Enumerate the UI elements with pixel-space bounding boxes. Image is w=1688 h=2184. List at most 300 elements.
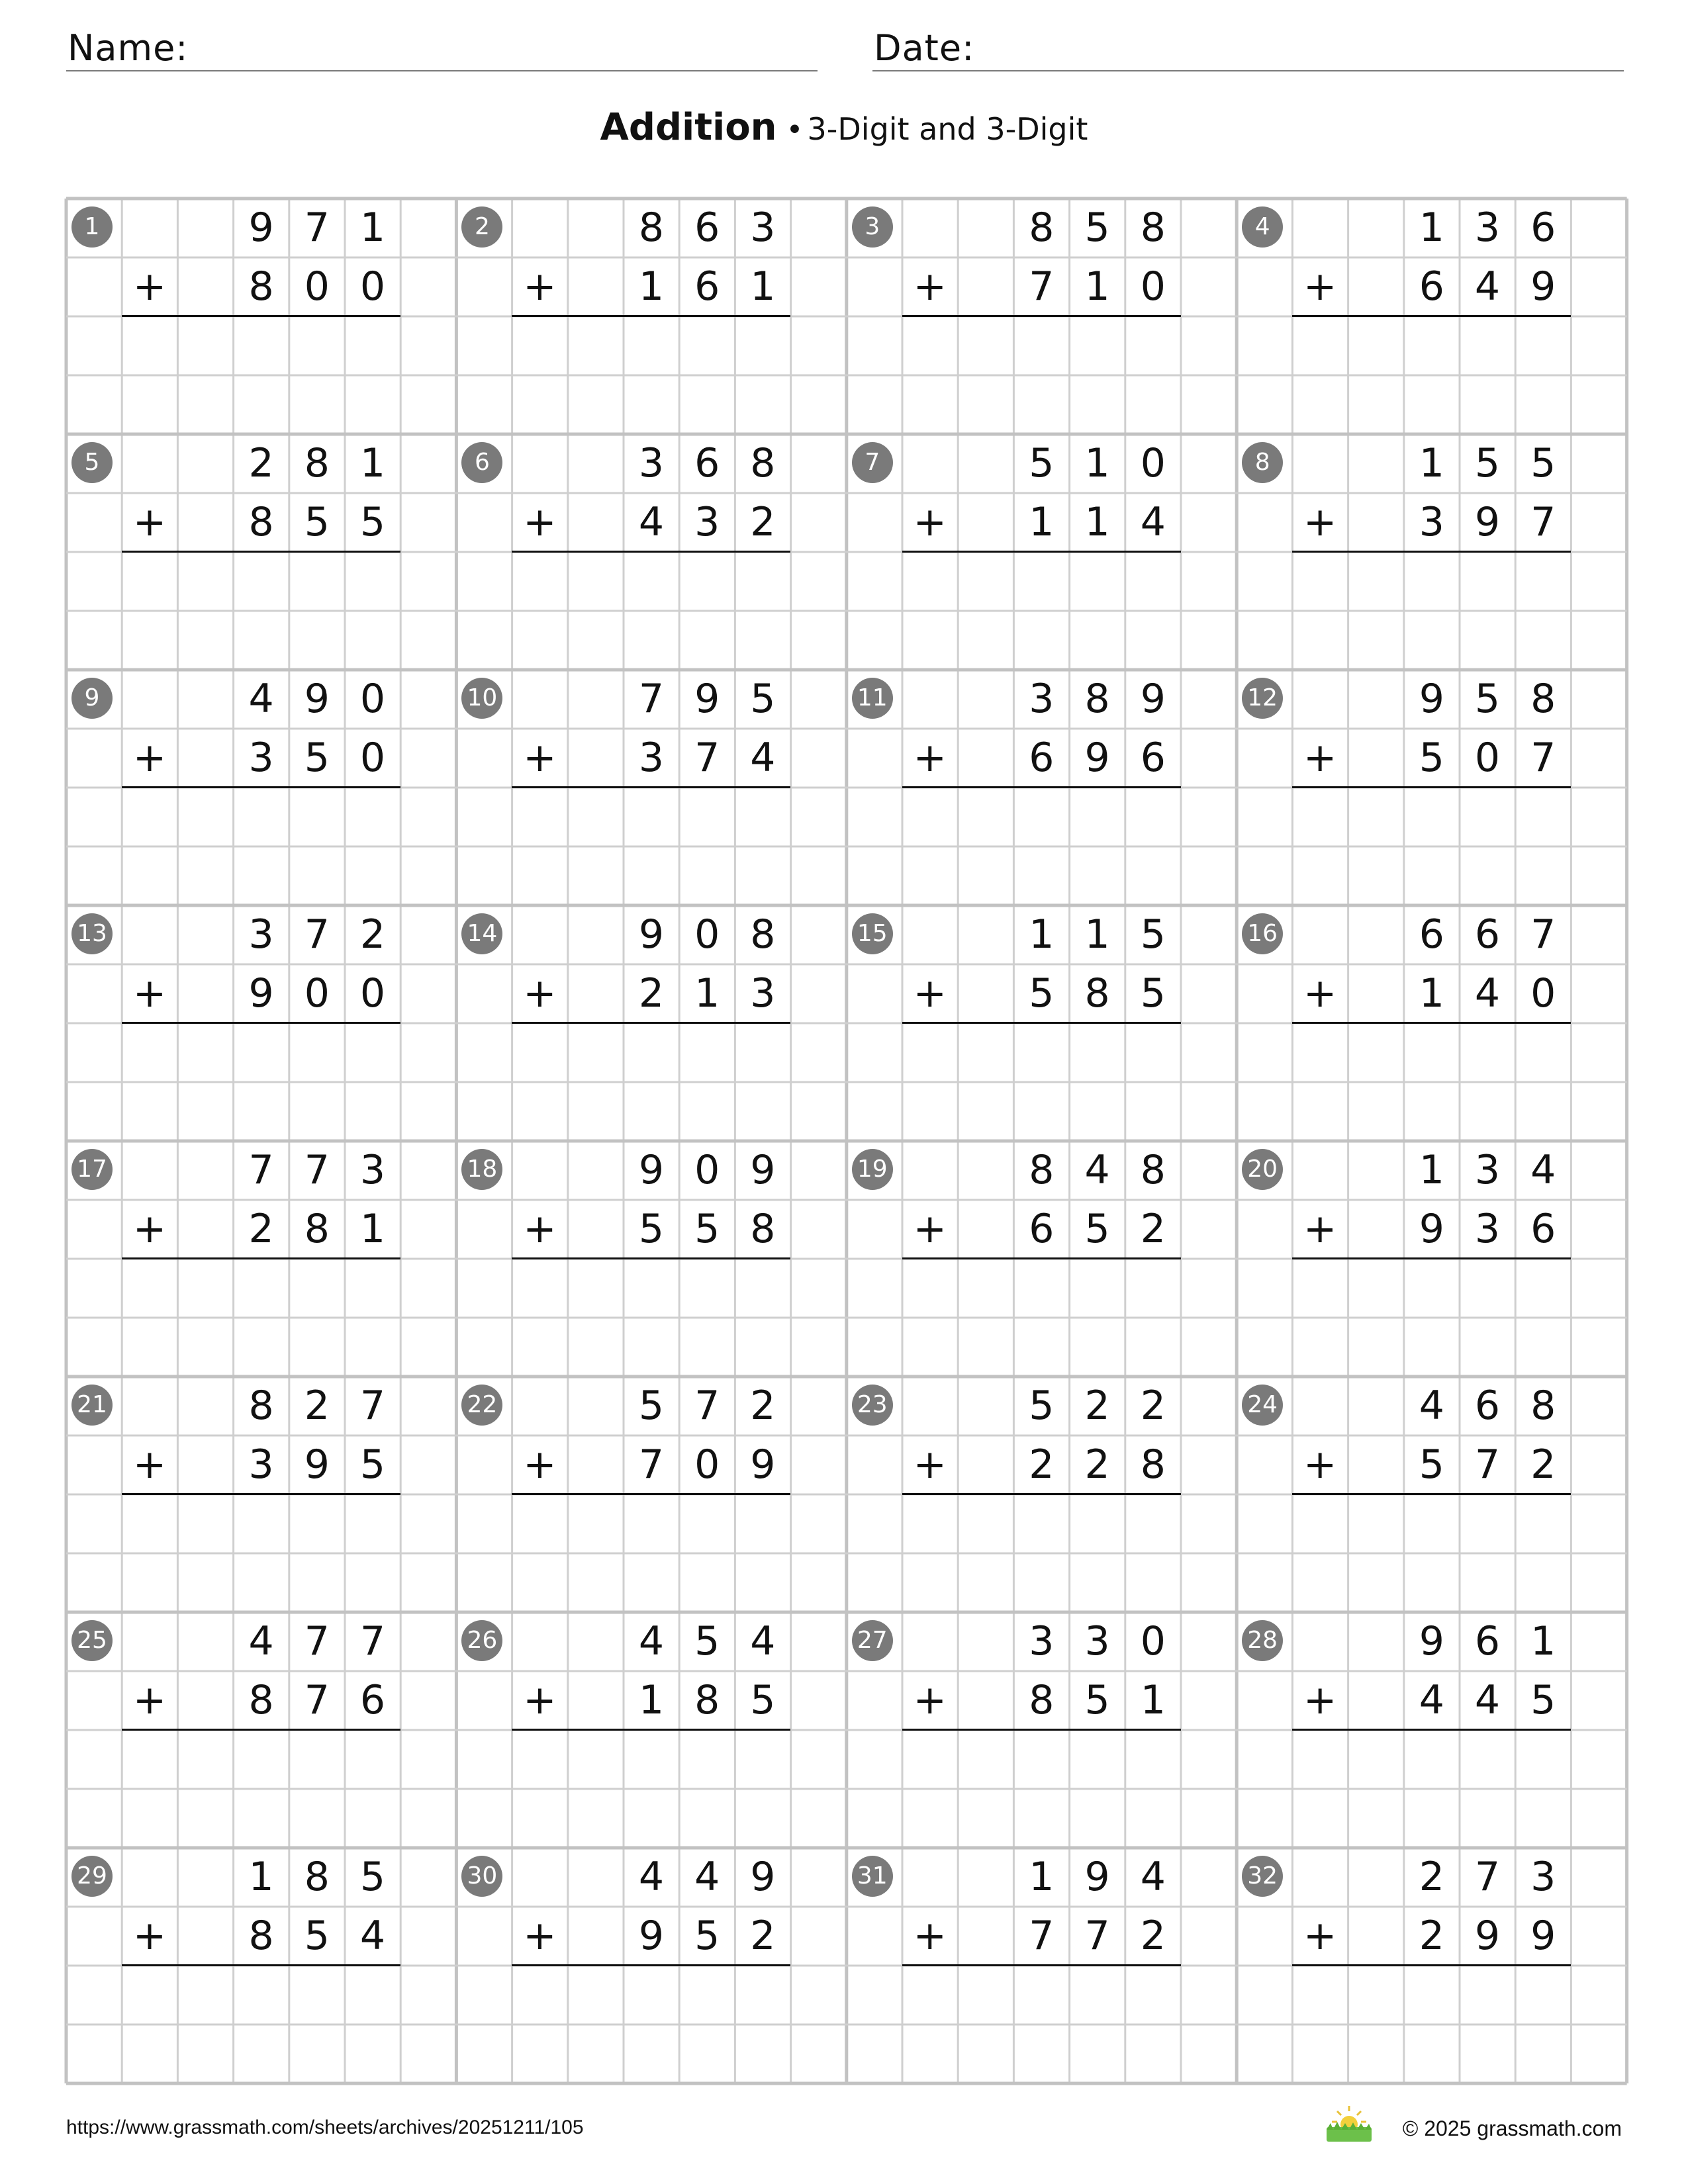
plus-sign: + [913,1913,947,1959]
date-label: Date: [874,27,975,69]
addition-problem [66,1141,455,1377]
addend-bottom-digit: 0 [1530,970,1556,1017]
addend-top-digit: 8 [1140,1147,1166,1193]
problem-number-badge: 30 [461,1856,502,1897]
addend-bottom-digit: 0 [359,263,386,310]
addend-bottom-digit: 4 [1419,1677,1444,1723]
addend-top-digit: 8 [1530,1383,1556,1429]
sum-line [902,1257,1181,1259]
addition-problem [456,1141,845,1377]
addition-problem [1237,199,1626,434]
addition-problem [66,1848,455,2083]
problem-number-badge: 13 [71,913,113,954]
addend-top-digit: 1 [1419,1147,1444,1193]
addend-top-digit: 9 [750,1854,776,1900]
addend-top-digit: 1 [1084,440,1110,486]
plus-sign: + [913,263,947,310]
addend-bottom-digit: 3 [750,970,776,1017]
addend-top-digit: 5 [1029,1383,1055,1429]
addend-top-digit: 8 [1029,1147,1055,1193]
plus-sign: + [1303,499,1337,545]
addend-top-digit: 5 [1084,205,1110,251]
addition-problem [66,670,455,905]
addend-top-digit: 1 [248,1854,274,1900]
addend-top-digit: 8 [304,1854,330,1900]
addition-problem [66,199,455,434]
addend-bottom-digit: 5 [1419,735,1444,781]
addend-top-digit: 5 [750,676,776,722]
problem-number-badge: 26 [461,1620,502,1661]
addend-top-digit: 0 [694,1147,720,1193]
addend-top-digit: 7 [694,1383,720,1429]
sum-line [122,1964,400,1966]
addend-bottom-digit: 9 [304,1441,330,1488]
addend-top-digit: 1 [1029,1854,1055,1900]
sum-line [512,1964,790,1966]
addend-top-digit: 0 [1140,440,1166,486]
addend-top-digit: 9 [1140,676,1166,722]
addition-problem [1237,434,1626,670]
addition-problem [456,1377,845,1612]
title-main: Addition [600,106,777,149]
addend-bottom-digit: 0 [304,970,330,1017]
addend-bottom-digit: 4 [1474,1677,1501,1723]
problem-number-badge: 2 [461,206,502,248]
plus-sign: + [132,970,167,1017]
sum-line [1292,1493,1571,1495]
sum-line [1292,786,1571,788]
addend-bottom-digit: 9 [638,1913,665,1959]
problem-number-badge: 1 [71,206,113,248]
addend-top-digit: 8 [750,911,776,958]
addend-bottom-digit: 4 [1474,970,1501,1017]
problem-number-badge: 3 [852,206,893,248]
addition-problem [456,1612,845,1848]
addend-top-digit: 7 [359,1383,386,1429]
addend-top-digit: 3 [1084,1618,1110,1664]
plus-sign: + [132,499,167,545]
addend-top-digit: 3 [750,205,776,251]
addend-top-digit: 4 [248,676,274,722]
sum-line [512,551,790,553]
addend-top-digit: 5 [1474,440,1501,486]
addend-bottom-digit: 8 [694,1677,720,1723]
addend-top-digit: 4 [1140,1854,1166,1900]
addend-bottom-digit: 5 [638,1206,665,1252]
addend-top-digit: 8 [1084,676,1110,722]
addend-bottom-digit: 9 [1530,263,1556,310]
addend-top-digit: 8 [304,440,330,486]
addend-bottom-digit: 8 [750,1206,776,1252]
addend-bottom-digit: 6 [1140,735,1166,781]
addend-top-digit: 7 [1530,911,1556,958]
addend-bottom-digit: 8 [248,1913,274,1959]
addend-bottom-digit: 0 [304,263,330,310]
problem-number-badge: 16 [1242,913,1283,954]
addend-top-digit: 1 [1084,911,1110,958]
sum-line [512,315,790,317]
addend-top-digit: 4 [638,1618,665,1664]
problem-number-badge: 17 [71,1149,113,1190]
addend-bottom-digit: 9 [1474,499,1501,545]
plus-sign: + [523,970,557,1017]
addend-bottom-digit: 7 [1530,499,1556,545]
problem-number-badge: 20 [1242,1149,1283,1190]
addend-top-digit: 5 [694,1618,720,1664]
plus-sign: + [132,1913,167,1959]
sum-line [1292,315,1571,317]
addend-top-digit: 1 [1419,205,1444,251]
addend-top-digit: 0 [359,676,386,722]
addition-problem [456,1848,845,2083]
addend-bottom-digit: 0 [359,735,386,781]
addend-bottom-digit: 0 [1140,263,1166,310]
addend-top-digit: 3 [248,911,274,958]
sum-line [122,786,400,788]
sum-line [902,1729,1181,1731]
addend-bottom-digit: 2 [1530,1441,1556,1488]
addend-top-digit: 6 [1474,911,1501,958]
sum-line [1292,1729,1571,1731]
addend-top-digit: 7 [304,1147,330,1193]
addend-bottom-digit: 4 [638,499,665,545]
addend-bottom-digit: 1 [1419,970,1444,1017]
problem-number-badge: 29 [71,1856,113,1897]
addition-problem [847,1612,1236,1848]
addend-top-digit: 2 [304,1383,330,1429]
sum-line [902,315,1181,317]
addend-top-digit: 2 [1419,1854,1444,1900]
addend-bottom-digit: 4 [1474,263,1501,310]
sun-over-grass-icon [1324,2103,1374,2143]
addend-top-digit: 2 [248,440,274,486]
addend-bottom-digit: 3 [1419,499,1444,545]
addend-top-digit: 6 [1530,205,1556,251]
addend-bottom-digit: 1 [1084,499,1110,545]
plus-sign: + [913,1441,947,1488]
addend-bottom-digit: 6 [1419,263,1444,310]
addend-top-digit: 4 [1530,1147,1556,1193]
plus-sign: + [913,1206,947,1252]
addend-bottom-digit: 5 [694,1206,720,1252]
sum-line [902,1493,1181,1495]
problem-number-badge: 28 [1242,1620,1283,1661]
plus-sign: + [1303,735,1337,781]
problem-number-badge: 11 [852,678,893,719]
sum-line [1292,1964,1571,1966]
addend-bottom-digit: 1 [694,970,720,1017]
addition-problem [456,434,845,670]
sum-line [122,315,400,317]
problem-number-badge: 31 [852,1856,893,1897]
addition-problem [847,199,1236,434]
addend-bottom-digit: 2 [1140,1206,1166,1252]
addend-bottom-digit: 3 [248,1441,274,1488]
addend-top-digit: 8 [750,440,776,486]
sum-line [902,1964,1181,1966]
plus-sign: + [132,263,167,310]
addend-top-digit: 9 [1419,1618,1444,1664]
addition-problem [1237,905,1626,1141]
addend-top-digit: 6 [694,440,720,486]
addend-bottom-digit: 5 [1140,970,1166,1017]
addend-top-digit: 8 [638,205,665,251]
footer-url: https://www.grassmath.com/sheets/archives/20251211/105 [66,2116,584,2138]
sum-line [122,1493,400,1495]
addend-bottom-digit: 8 [248,499,274,545]
problem-number-badge: 4 [1242,206,1283,248]
addend-top-digit: 1 [1029,911,1055,958]
addition-problem [66,1612,455,1848]
addend-top-digit: 2 [359,911,386,958]
problem-number-badge: 5 [71,442,113,483]
plus-sign: + [1303,263,1337,310]
addend-bottom-digit: 0 [694,1441,720,1488]
plus-sign: + [523,499,557,545]
sum-line [1292,551,1571,553]
addend-bottom-digit: 2 [1140,1913,1166,1959]
addition-problem [1237,1612,1626,1848]
addend-bottom-digit: 1 [638,1677,665,1723]
addend-top-digit: 9 [638,1147,665,1193]
addend-bottom-digit: 4 [750,735,776,781]
addend-bottom-digit: 9 [248,970,274,1017]
addend-bottom-digit: 7 [694,735,720,781]
plus-sign: + [1303,970,1337,1017]
addition-problem [847,1141,1236,1377]
addend-top-digit: 7 [304,1618,330,1664]
problem-number-badge: 8 [1242,442,1283,483]
sum-line [512,786,790,788]
addend-top-digit: 5 [1140,911,1166,958]
addition-problem [456,670,845,905]
addend-top-digit: 7 [359,1618,386,1664]
addition-problem [1237,1848,1626,2083]
problem-number-badge: 7 [852,442,893,483]
plus-sign: + [523,263,557,310]
addend-bottom-digit: 5 [304,1913,330,1959]
plus-sign: + [523,1677,557,1723]
addend-bottom-digit: 8 [248,263,274,310]
addend-bottom-digit: 2 [1029,1441,1055,1488]
addend-bottom-digit: 5 [304,499,330,545]
addition-problem [66,905,455,1141]
problem-number-badge: 18 [461,1149,502,1190]
addend-top-digit: 9 [638,911,665,958]
addend-top-digit: 9 [1419,676,1444,722]
sum-line [122,1022,400,1024]
addend-top-digit: 3 [638,440,665,486]
addend-bottom-digit: 8 [248,1677,274,1723]
addend-top-digit: 5 [638,1383,665,1429]
addend-bottom-digit: 1 [750,263,776,310]
addend-bottom-digit: 6 [1029,1206,1055,1252]
plus-sign: + [1303,1441,1337,1488]
addend-bottom-digit: 2 [1084,1441,1110,1488]
plus-sign: + [132,1441,167,1488]
addend-top-digit: 7 [304,205,330,251]
sum-line [122,1729,400,1731]
problem-number-badge: 14 [461,913,502,954]
addend-top-digit: 9 [248,205,274,251]
addend-bottom-digit: 6 [1029,735,1055,781]
addend-bottom-digit: 9 [1530,1913,1556,1959]
plus-sign: + [1303,1913,1337,1959]
addend-top-digit: 5 [359,1854,386,1900]
addend-top-digit: 5 [1474,676,1501,722]
title-separator: • [786,113,804,147]
addend-bottom-digit: 2 [248,1206,274,1252]
addend-bottom-digit: 5 [359,1441,386,1488]
addend-top-digit: 7 [638,676,665,722]
addend-bottom-digit: 9 [1084,735,1110,781]
addition-problem [456,905,845,1141]
sum-line [902,786,1181,788]
addend-bottom-digit: 4 [359,1913,386,1959]
plus-sign: + [132,735,167,781]
addend-top-digit: 8 [1029,205,1055,251]
addend-bottom-digit: 4 [1140,499,1166,545]
addend-bottom-digit: 5 [1029,970,1055,1017]
addend-top-digit: 8 [248,1383,274,1429]
addend-top-digit: 4 [638,1854,665,1900]
problem-number-badge: 15 [852,913,893,954]
addend-bottom-digit: 2 [750,1913,776,1959]
addend-top-digit: 8 [1530,676,1556,722]
plus-sign: + [913,499,947,545]
addend-bottom-digit: 8 [304,1206,330,1252]
plus-sign: + [523,735,557,781]
addition-problem [66,1377,455,1612]
sum-line [902,551,1181,553]
addend-top-digit: 7 [1474,1854,1501,1900]
addend-bottom-digit: 7 [638,1441,665,1488]
addend-top-digit: 9 [304,676,330,722]
addend-top-digit: 4 [694,1854,720,1900]
plus-sign: + [523,1206,557,1252]
addend-bottom-digit: 7 [1029,263,1055,310]
sum-line [512,1257,790,1259]
addend-bottom-digit: 1 [1084,263,1110,310]
addition-problem [847,434,1236,670]
addend-top-digit: 5 [1530,440,1556,486]
addend-top-digit: 5 [1029,440,1055,486]
sum-line [512,1493,790,1495]
addition-problem [847,1377,1236,1612]
problem-number-badge: 19 [852,1149,893,1190]
addend-top-digit: 2 [1084,1383,1110,1429]
addend-bottom-digit: 7 [304,1677,330,1723]
addend-bottom-digit: 2 [638,970,665,1017]
plus-sign: + [523,1441,557,1488]
addend-top-digit: 3 [1029,676,1055,722]
addend-bottom-digit: 8 [1140,1441,1166,1488]
addend-bottom-digit: 5 [1084,1206,1110,1252]
addend-top-digit: 3 [1530,1854,1556,1900]
sum-line [902,1022,1181,1024]
addend-top-digit: 1 [359,205,386,251]
addend-bottom-digit: 0 [359,970,386,1017]
footer-copyright: © 2025 grassmath.com [1402,2116,1622,2140]
problem-number-badge: 10 [461,678,502,719]
problem-number-badge: 27 [852,1620,893,1661]
addition-problem [847,905,1236,1141]
addend-bottom-digit: 7 [1084,1913,1110,1959]
addend-top-digit: 7 [248,1147,274,1193]
sum-line [1292,1257,1571,1259]
problem-number-badge: 9 [71,678,113,719]
addition-problem [66,434,455,670]
plus-sign: + [1303,1206,1337,1252]
problem-number-badge: 21 [71,1385,113,1426]
addend-bottom-digit: 5 [1084,1677,1110,1723]
addend-bottom-digit: 1 [1029,499,1055,545]
addend-bottom-digit: 6 [1530,1206,1556,1252]
addend-bottom-digit: 9 [1474,1913,1501,1959]
problem-number-badge: 24 [1242,1385,1283,1426]
addition-problem [847,670,1236,905]
addend-top-digit: 3 [1474,1147,1501,1193]
addend-bottom-digit: 7 [1029,1913,1055,1959]
addend-bottom-digit: 6 [694,263,720,310]
sum-line [512,1022,790,1024]
sum-line [1292,1022,1571,1024]
addition-problem [847,1848,1236,2083]
addend-bottom-digit: 8 [1029,1677,1055,1723]
problem-number-badge: 6 [461,442,502,483]
addend-bottom-digit: 2 [1419,1913,1444,1959]
sum-line [122,1257,400,1259]
problem-number-badge: 23 [852,1385,893,1426]
addend-top-digit: 4 [1084,1147,1110,1193]
addend-top-digit: 6 [694,205,720,251]
problem-number-badge: 22 [461,1385,502,1426]
addend-bottom-digit: 9 [1419,1206,1444,1252]
addend-bottom-digit: 5 [359,499,386,545]
addend-top-digit: 0 [1140,1618,1166,1664]
addend-top-digit: 8 [1140,205,1166,251]
plus-sign: + [132,1677,167,1723]
addend-top-digit: 9 [1084,1854,1110,1900]
addend-bottom-digit: 5 [694,1913,720,1959]
addend-top-digit: 2 [1140,1383,1166,1429]
addend-top-digit: 1 [359,440,386,486]
addend-top-digit: 1 [1419,440,1444,486]
addition-problem [1237,1141,1626,1377]
plus-sign: + [523,1913,557,1959]
addend-top-digit: 4 [248,1618,274,1664]
addend-top-digit: 7 [304,911,330,958]
addend-bottom-digit: 1 [1140,1677,1166,1723]
addend-bottom-digit: 7 [1474,1441,1501,1488]
addend-top-digit: 0 [694,911,720,958]
addend-top-digit: 1 [1530,1618,1556,1664]
addend-top-digit: 3 [359,1147,386,1193]
addend-bottom-digit: 3 [1474,1206,1501,1252]
addend-bottom-digit: 9 [750,1441,776,1488]
addend-top-digit: 2 [750,1383,776,1429]
addend-top-digit: 6 [1419,911,1444,958]
plus-sign: + [913,970,947,1017]
plus-sign: + [913,735,947,781]
addend-top-digit: 4 [750,1618,776,1664]
problem-number-badge: 25 [71,1620,113,1661]
addend-bottom-digit: 1 [359,1206,386,1252]
problem-number-badge: 32 [1242,1856,1283,1897]
addend-bottom-digit: 8 [1084,970,1110,1017]
addend-bottom-digit: 5 [304,735,330,781]
addend-bottom-digit: 5 [1419,1441,1444,1488]
